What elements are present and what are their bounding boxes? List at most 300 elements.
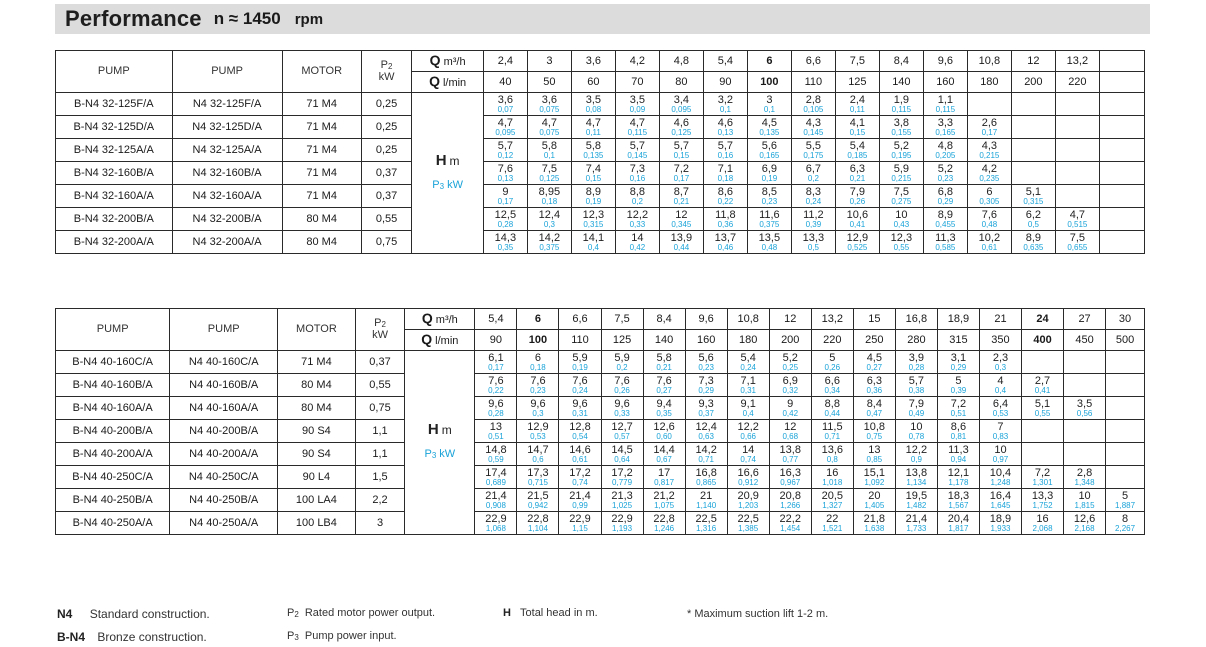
perf-cell (967, 93, 1011, 116)
p2-value: 0,75 (361, 231, 412, 254)
head-value: 8,95 (538, 185, 561, 198)
head-value: 8,8 (824, 397, 840, 410)
power-value: 0,165 (935, 127, 956, 137)
power-value: 0,1 (763, 104, 775, 114)
perf-cell (835, 162, 879, 185)
perf-cell (979, 420, 1021, 443)
head-value: 9,6 (488, 397, 504, 410)
perf-cell (601, 374, 643, 397)
perf-cell (1064, 420, 1106, 443)
perf-cell (685, 512, 727, 535)
power-value: 1,815 (1074, 500, 1095, 510)
table-row (56, 139, 1145, 162)
table-row (56, 93, 1145, 116)
table-row (56, 489, 1145, 512)
table-row (56, 351, 1145, 374)
power-value: 0,175 (803, 150, 824, 160)
q-m3h-value: 6,6 (791, 51, 835, 72)
perf-cell (853, 512, 895, 535)
q-m3h-value: 30 (1106, 309, 1145, 330)
perf-cell (979, 397, 1021, 420)
perf-cell (835, 139, 879, 162)
col-header-pump-standard: PUMP (170, 309, 278, 351)
head-value: 17 (657, 466, 671, 479)
perf-cell (747, 116, 791, 139)
perf-cell (1022, 512, 1064, 535)
head-value: 7,3 (629, 162, 646, 175)
power-value: 0,26 (849, 196, 866, 206)
power-value: 0,315 (583, 219, 604, 229)
head-value: 4,7 (1069, 208, 1086, 221)
power-value: 0,29 (950, 362, 967, 372)
perf-cell (601, 351, 643, 374)
perf-cell (727, 374, 769, 397)
head-value: 15,1 (863, 466, 886, 479)
motor-type: 90 S4 (278, 420, 356, 443)
head-value: 7,9 (849, 185, 866, 198)
head-value: 6,9 (761, 162, 778, 175)
q-m3h-value: 12 (1011, 51, 1055, 72)
head-value: 5,7 (717, 139, 734, 152)
head-value: 16 (1036, 512, 1049, 525)
power-value: 0,60 (656, 431, 672, 441)
head-value: 5,7 (497, 139, 514, 152)
head-value: 14,2 (695, 443, 717, 456)
head-value: 22,5 (695, 512, 717, 525)
power-value: 0,145 (803, 127, 824, 137)
head-value: 10 (895, 208, 908, 221)
perf-cell (937, 420, 979, 443)
power-value: 0,36 (866, 385, 883, 395)
head-value: 5,8 (656, 351, 672, 364)
power-value: 0,32 (782, 385, 799, 395)
head-value: 8,6 (717, 185, 734, 198)
perf-cell (811, 443, 853, 466)
perf-cell (1064, 351, 1106, 374)
power-value: 0,135 (759, 127, 780, 137)
perf-cell (527, 139, 571, 162)
head-value: 11,5 (821, 420, 843, 433)
q-m3h-value: 2,4 (483, 51, 527, 72)
p2-value: 0,37 (361, 162, 412, 185)
head-value: 13 (868, 443, 881, 456)
col-header-pump-bronze: PUMP (56, 51, 173, 93)
perf-cell (791, 162, 835, 185)
pump-bronze-model: B-N4 40-160C/A (56, 351, 170, 374)
pump-bronze-model: B-N4 32-125A/A (56, 139, 173, 162)
power-value: 0,18 (541, 196, 558, 206)
perf-cell (571, 185, 615, 208)
power-value: 0,99 (572, 500, 588, 510)
power-value: 0,75 (866, 431, 883, 441)
head-value: 14,6 (569, 443, 591, 456)
power-value: 0,48 (981, 219, 998, 229)
perf-cell (1022, 489, 1064, 512)
head-value: 8,3 (805, 185, 822, 198)
power-value: 0,4 (587, 242, 599, 252)
perf-cell (895, 374, 937, 397)
perf-cell (937, 512, 979, 535)
q-m3h-value (1099, 51, 1144, 72)
table-row (56, 116, 1145, 139)
q-m3h-value: 21 (979, 309, 1021, 330)
perf-cell (747, 162, 791, 185)
motor-type: 100 LA4 (278, 489, 356, 512)
head-value: 22,9 (485, 512, 507, 525)
pump-standard-model: N4 32-160B/A (172, 162, 282, 185)
perf-cell (769, 420, 811, 443)
q-m3h-value: 9,6 (685, 309, 727, 330)
power-value: 0,97 (992, 454, 1009, 464)
q-lmin-value: 200 (769, 330, 811, 351)
perf-cell (517, 443, 559, 466)
perf-cell (1011, 93, 1055, 116)
power-value: 0,38 (908, 385, 925, 395)
perf-cell (979, 351, 1021, 374)
legend-n4: N4 Standard construction. (57, 607, 210, 621)
speed-label: n ≈ 1450 (213, 9, 281, 28)
power-value: 0,345 (671, 219, 692, 229)
motor-type: 80 M4 (278, 374, 356, 397)
power-value: 0,912 (738, 477, 759, 487)
perf-cell (853, 420, 895, 443)
power-value: 0,39 (950, 385, 967, 395)
q-lmin-value: 220 (1055, 72, 1099, 93)
perf-cell (685, 466, 727, 489)
power-value: 0,31 (740, 385, 756, 395)
perf-cell (643, 489, 685, 512)
head-value: 2,3 (992, 351, 1009, 364)
table-row (56, 374, 1145, 397)
head-value: 22,2 (779, 512, 801, 525)
perf-cell (769, 374, 811, 397)
head-value: 6,3 (866, 374, 882, 387)
power-value: 0,28 (488, 408, 504, 418)
head-value: 5,8 (585, 139, 602, 152)
perf-cell (835, 208, 879, 231)
perf-cell (811, 489, 853, 512)
perf-cell (853, 489, 895, 512)
pump-bronze-model: B-N4 40-250C/A (56, 466, 170, 489)
power-value: 0,83 (992, 431, 1009, 441)
motor-type: 100 LB4 (278, 512, 356, 535)
power-value: 0,28 (908, 362, 925, 372)
power-value: 0,19 (761, 173, 778, 183)
power-value: 0,19 (572, 362, 588, 372)
perf-cell (571, 116, 615, 139)
power-value: 0,075 (539, 104, 560, 114)
pump-standard-model: N4 40-250C/A (170, 466, 278, 489)
power-value: 0,43 (893, 219, 910, 229)
perf-cell (559, 443, 601, 466)
perf-cell (967, 185, 1011, 208)
head-value: 7,2 (1034, 466, 1051, 479)
head-value: 10 (1078, 489, 1091, 502)
perf-cell (483, 139, 527, 162)
power-value: 0,11 (585, 127, 601, 137)
head-value: 9 (502, 185, 509, 198)
head-value: 12,7 (611, 420, 633, 433)
perf-cell (895, 512, 937, 535)
head-value: 22,8 (527, 512, 549, 525)
q-lmin-value: 160 (685, 330, 727, 351)
head-value: 7,6 (614, 374, 630, 387)
perf-cell (527, 116, 571, 139)
perf-cell (1064, 374, 1106, 397)
power-value: 0,455 (935, 219, 956, 229)
power-value: 0,49 (908, 408, 925, 418)
head-value: 8,9 (1025, 231, 1042, 244)
perf-cell (685, 420, 727, 443)
power-value: 0,42 (629, 242, 646, 252)
perf-cell (615, 93, 659, 116)
power-value: 0,095 (495, 127, 516, 137)
head-value: 11,3 (935, 231, 956, 244)
q-m3h-value: 6 (747, 51, 791, 72)
head-value: 9,6 (530, 397, 546, 410)
power-value: 0,64 (614, 454, 630, 464)
perf-cell (1022, 351, 1064, 374)
power-value: 0,39 (805, 219, 822, 229)
q-lmin-value: 125 (835, 72, 879, 93)
power-value: 1,092 (864, 477, 885, 487)
perf-cell (769, 351, 811, 374)
perf-cell (879, 208, 923, 231)
head-value: 17,3 (527, 466, 549, 479)
power-value: 0,57 (614, 431, 630, 441)
power-value: 0,78 (908, 431, 925, 441)
q-lmin-value: 100 (747, 72, 791, 93)
perf-cell (703, 139, 747, 162)
p2-value: 0,37 (355, 351, 405, 374)
head-value: 2,6 (981, 116, 998, 129)
col-header-pump-bronze: PUMP (56, 309, 170, 351)
power-value: 0,908 (485, 500, 506, 510)
power-value: 0,71 (824, 431, 841, 441)
p2-value: 1,5 (355, 466, 405, 489)
head-value: 5,7 (908, 374, 925, 387)
head-value: 14,7 (527, 443, 549, 456)
perf-cell (879, 185, 923, 208)
q-lmin-label: Q l/min (412, 72, 484, 93)
power-value: 0,11 (849, 104, 865, 114)
pump-standard-model: N4 32-125F/A (172, 93, 282, 116)
perf-cell (601, 466, 643, 489)
power-value: 0,31 (572, 408, 588, 418)
legend-bn4: B-N4 Bronze construction. (57, 630, 207, 644)
power-value: 0,942 (527, 500, 548, 510)
power-value: 0,125 (671, 127, 692, 137)
head-value: 21,4 (485, 489, 507, 502)
perf-cell (979, 512, 1021, 535)
head-value: 21,8 (863, 512, 886, 525)
head-value: 2,8 (805, 93, 822, 106)
perf-cell (685, 374, 727, 397)
power-value: 0,33 (629, 219, 646, 229)
perf-cell (571, 93, 615, 116)
power-value: 0,22 (488, 385, 504, 395)
power-value: 0,2 (631, 196, 643, 206)
perf-cell (791, 185, 835, 208)
col-header-pump-standard: PUMP (172, 51, 282, 93)
perf-cell (769, 466, 811, 489)
q-lmin-value: 140 (643, 330, 685, 351)
power-value: 0,48 (761, 242, 778, 252)
performance-table-32 (55, 50, 1145, 254)
power-value: 0,41 (1034, 385, 1051, 395)
perf-cell (895, 489, 937, 512)
pump-standard-model: N4 40-160A/A (170, 397, 278, 420)
perf-cell (1064, 397, 1106, 420)
perf-cell (835, 93, 879, 116)
perf-cell (811, 351, 853, 374)
perf-cell (1011, 208, 1055, 231)
perf-cell (811, 374, 853, 397)
perf-cell (895, 351, 937, 374)
power-value: 0,71 (698, 454, 714, 464)
power-value: 0,18 (717, 173, 734, 183)
head-value: 10,8 (863, 420, 886, 433)
head-value: 6,6 (824, 374, 840, 387)
head-value: 6,4 (992, 397, 1009, 410)
head-value: 12,9 (846, 231, 869, 244)
perf-cell (1064, 512, 1106, 535)
performance-table-40 (55, 308, 1145, 535)
perf-cell (659, 231, 703, 254)
head-value: 4,7 (629, 116, 646, 129)
head-value: 13,6 (821, 443, 843, 456)
head-value: 7,6 (656, 374, 672, 387)
q-m3h-row (56, 309, 1145, 330)
q-m3h-value: 10,8 (967, 51, 1011, 72)
power-value: 0,3 (543, 219, 555, 229)
perf-cell (923, 185, 967, 208)
power-value: 0,63 (698, 431, 714, 441)
perf-cell (475, 397, 517, 420)
power-value: 0,689 (485, 477, 506, 487)
head-value: 13,9 (670, 231, 693, 244)
perf-cell (1055, 185, 1099, 208)
power-value: 0,34 (824, 385, 841, 395)
power-value: 1,327 (822, 500, 843, 510)
perf-cell (879, 139, 923, 162)
power-value: 0,2 (616, 362, 628, 372)
q-m3h-value: 4,8 (659, 51, 703, 72)
perf-cell (659, 93, 703, 116)
perf-cell (895, 397, 937, 420)
q-lmin-value: 110 (791, 72, 835, 93)
head-value: 9,4 (656, 397, 672, 410)
p2-value: 0,75 (355, 397, 405, 420)
power-value: 0,6 (532, 454, 544, 464)
head-value: 7,4 (585, 162, 602, 175)
motor-type: 80 M4 (282, 231, 361, 254)
head-value: 7,5 (893, 185, 910, 198)
power-value: 1,733 (906, 523, 927, 533)
head-value: 5 (1121, 489, 1129, 502)
head-value: 13,8 (779, 443, 801, 456)
power-value: 1,454 (780, 523, 801, 533)
power-value: 0,115 (627, 127, 648, 137)
perf-cell (643, 512, 685, 535)
power-value: 1,15 (572, 523, 588, 533)
motor-type: 80 M4 (282, 208, 361, 231)
q-lmin-value: 50 (527, 72, 571, 93)
pump-standard-model: N4 40-250A/A (170, 512, 278, 535)
head-value: 6 (534, 351, 542, 364)
head-value: 6,2 (1025, 208, 1042, 221)
head-value: 14 (742, 443, 755, 456)
power-value: 0,21 (656, 362, 672, 372)
table-row (56, 466, 1145, 489)
p2-value: 0,25 (361, 93, 412, 116)
power-value: 1,248 (990, 477, 1011, 487)
perf-cell (791, 208, 835, 231)
power-value: 0,18 (530, 362, 546, 372)
head-value: 5,1 (1025, 185, 1042, 198)
power-value: 0,17 (488, 362, 504, 372)
head-value: 14,3 (494, 231, 517, 244)
q-m3h-value: 15 (853, 309, 895, 330)
p2-value: 0,55 (361, 208, 412, 231)
power-value: 1,405 (864, 500, 885, 510)
head-value: 5,1 (1034, 397, 1051, 410)
head-value: 11,6 (759, 208, 780, 221)
legend-h: H Total head in m. (503, 607, 598, 619)
power-value: 0,5 (807, 242, 819, 252)
head-value: 5,6 (761, 139, 778, 152)
perf-cell (853, 374, 895, 397)
q-lmin-value: 220 (811, 330, 853, 351)
power-value: 0,23 (530, 385, 546, 395)
head-value: 4,6 (673, 116, 690, 129)
perf-cell (967, 231, 1011, 254)
head-value: 5,8 (541, 139, 558, 152)
perf-cell (967, 116, 1011, 139)
speed-unit: rpm (294, 10, 324, 28)
perf-cell (895, 466, 937, 489)
head-value: 20 (868, 489, 881, 502)
perf-cell (747, 93, 791, 116)
head-value: 17,2 (569, 466, 591, 479)
power-value: 0,61 (572, 454, 588, 464)
perf-cell (475, 489, 517, 512)
perf-cell (1064, 489, 1106, 512)
power-value: 1,645 (990, 500, 1011, 510)
head-value: 3,2 (717, 93, 734, 106)
perf-cell (1106, 443, 1145, 466)
head-value: 22,9 (569, 512, 591, 525)
p2-value: 0,55 (355, 374, 405, 397)
head-value: 5,9 (614, 351, 630, 364)
perf-cell (769, 489, 811, 512)
power-value: 0,21 (849, 173, 866, 183)
power-value: 0,44 (673, 242, 690, 252)
perf-cell (1099, 185, 1144, 208)
perf-cell (559, 466, 601, 489)
col-header-motor: MOTOR (282, 51, 361, 93)
perf-cell (643, 466, 685, 489)
head-value: 2,7 (1034, 374, 1051, 387)
head-value: 4,7 (585, 116, 602, 129)
power-value: 0,55 (893, 242, 910, 252)
perf-cell (727, 443, 769, 466)
q-m3h-value: 13,2 (1055, 51, 1099, 72)
table-row (56, 208, 1145, 231)
q-lmin-value: 500 (1106, 330, 1145, 351)
power-value: 0,13 (717, 127, 734, 137)
perf-cell (791, 231, 835, 254)
